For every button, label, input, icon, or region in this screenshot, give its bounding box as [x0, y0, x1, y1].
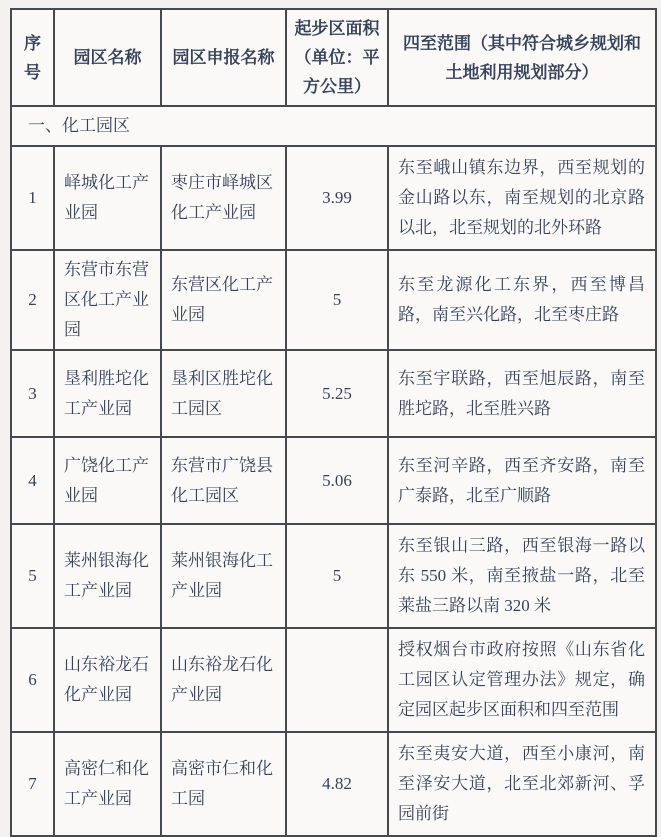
table-header-row — [11, 9, 656, 106]
cell-range: 东至银山三路，西至银海一路以东 550 米，南至掖盐一路，北至莱盐三路以南 320 米 — [388, 524, 656, 628]
table-row — [11, 250, 656, 350]
cell-park-name: 广饶化工产业园 — [54, 437, 161, 524]
cell-range: 授权烟台市政府按照《山东省化工园区认定管理办法》规定，确定园区起步区面积和四至范围 — [388, 628, 656, 732]
cell-declared-name: 垦利区胜坨化工园区 — [161, 350, 286, 437]
cell-area: 5.06 — [286, 437, 388, 524]
cell-range: 东至夷安大道，西至小康河，南至泽安大道，北至北郊新河、孚园前街 — [388, 732, 656, 836]
cell-no: 2 — [11, 250, 54, 350]
cell-park-name: 垦利胜坨化工产业园 — [54, 350, 161, 437]
chemical-parks-table — [10, 8, 657, 837]
cell-area: 5 — [286, 250, 388, 350]
cell-no: 3 — [11, 350, 54, 437]
cell-area: 5 — [286, 524, 388, 628]
cell-area — [286, 628, 388, 732]
cell-declared-name: 山东裕龙石化产业园 — [161, 628, 286, 732]
header-cell-park-name: 园区名称 — [54, 9, 161, 106]
cell-no: 1 — [11, 146, 54, 250]
table-row — [11, 524, 656, 628]
table-row — [11, 732, 656, 836]
cell-park-name: 高密仁和化工产业园 — [54, 732, 161, 836]
cell-no: 7 — [11, 732, 54, 836]
cell-no: 5 — [11, 524, 54, 628]
cell-range: 东至龙源化工东界，西至博昌路，南至兴化路，北至枣庄路 — [388, 250, 656, 350]
section-row-chemical-parks — [11, 106, 656, 146]
cell-declared-name: 高密市仁和化工园 — [161, 732, 286, 836]
cell-park-name: 峄城化工产业园 — [54, 146, 161, 250]
parks-table-container — [10, 8, 655, 837]
header-cell-range: 四至范围（其中符合城乡规划和土地利用规划部分） — [388, 9, 656, 106]
cell-no: 4 — [11, 437, 54, 524]
cell-declared-name: 东营区化工产业园 — [161, 250, 286, 350]
header-cell-no: 序号 — [11, 9, 54, 106]
cell-declared-name: 东营市广饶县化工园区 — [161, 437, 286, 524]
cell-area: 3.99 — [286, 146, 388, 250]
cell-declared-name: 枣庄市峄城区化工产业园 — [161, 146, 286, 250]
cell-declared-name: 莱州银海化工产业园 — [161, 524, 286, 628]
table-row — [11, 628, 656, 732]
cell-range: 东至河辛路，西至齐安路，南至广泰路，北至广顺路 — [388, 437, 656, 524]
cell-range: 东至峨山镇东边界，西至规划的金山路以东，南至规划的北京路以北，北至规划的北外环路 — [388, 146, 656, 250]
table-row — [11, 437, 656, 524]
section-title: 一、化工园区 — [11, 106, 656, 146]
table-row — [11, 350, 656, 437]
cell-park-name: 东营市东营区化工产业园 — [54, 250, 161, 350]
cell-no: 6 — [11, 628, 54, 732]
header-cell-area: 起步区面积（单位：平方公里） — [286, 9, 388, 106]
cell-range: 东至宇联路，西至旭辰路，南至胜坨路，北至胜兴路 — [388, 350, 656, 437]
table-row — [11, 146, 656, 250]
cell-area: 5.25 — [286, 350, 388, 437]
cell-park-name: 山东裕龙石化产业园 — [54, 628, 161, 732]
cell-park-name: 莱州银海化工产业园 — [54, 524, 161, 628]
header-cell-declared-name: 园区申报名称 — [161, 9, 286, 106]
cell-area: 4.82 — [286, 732, 388, 836]
